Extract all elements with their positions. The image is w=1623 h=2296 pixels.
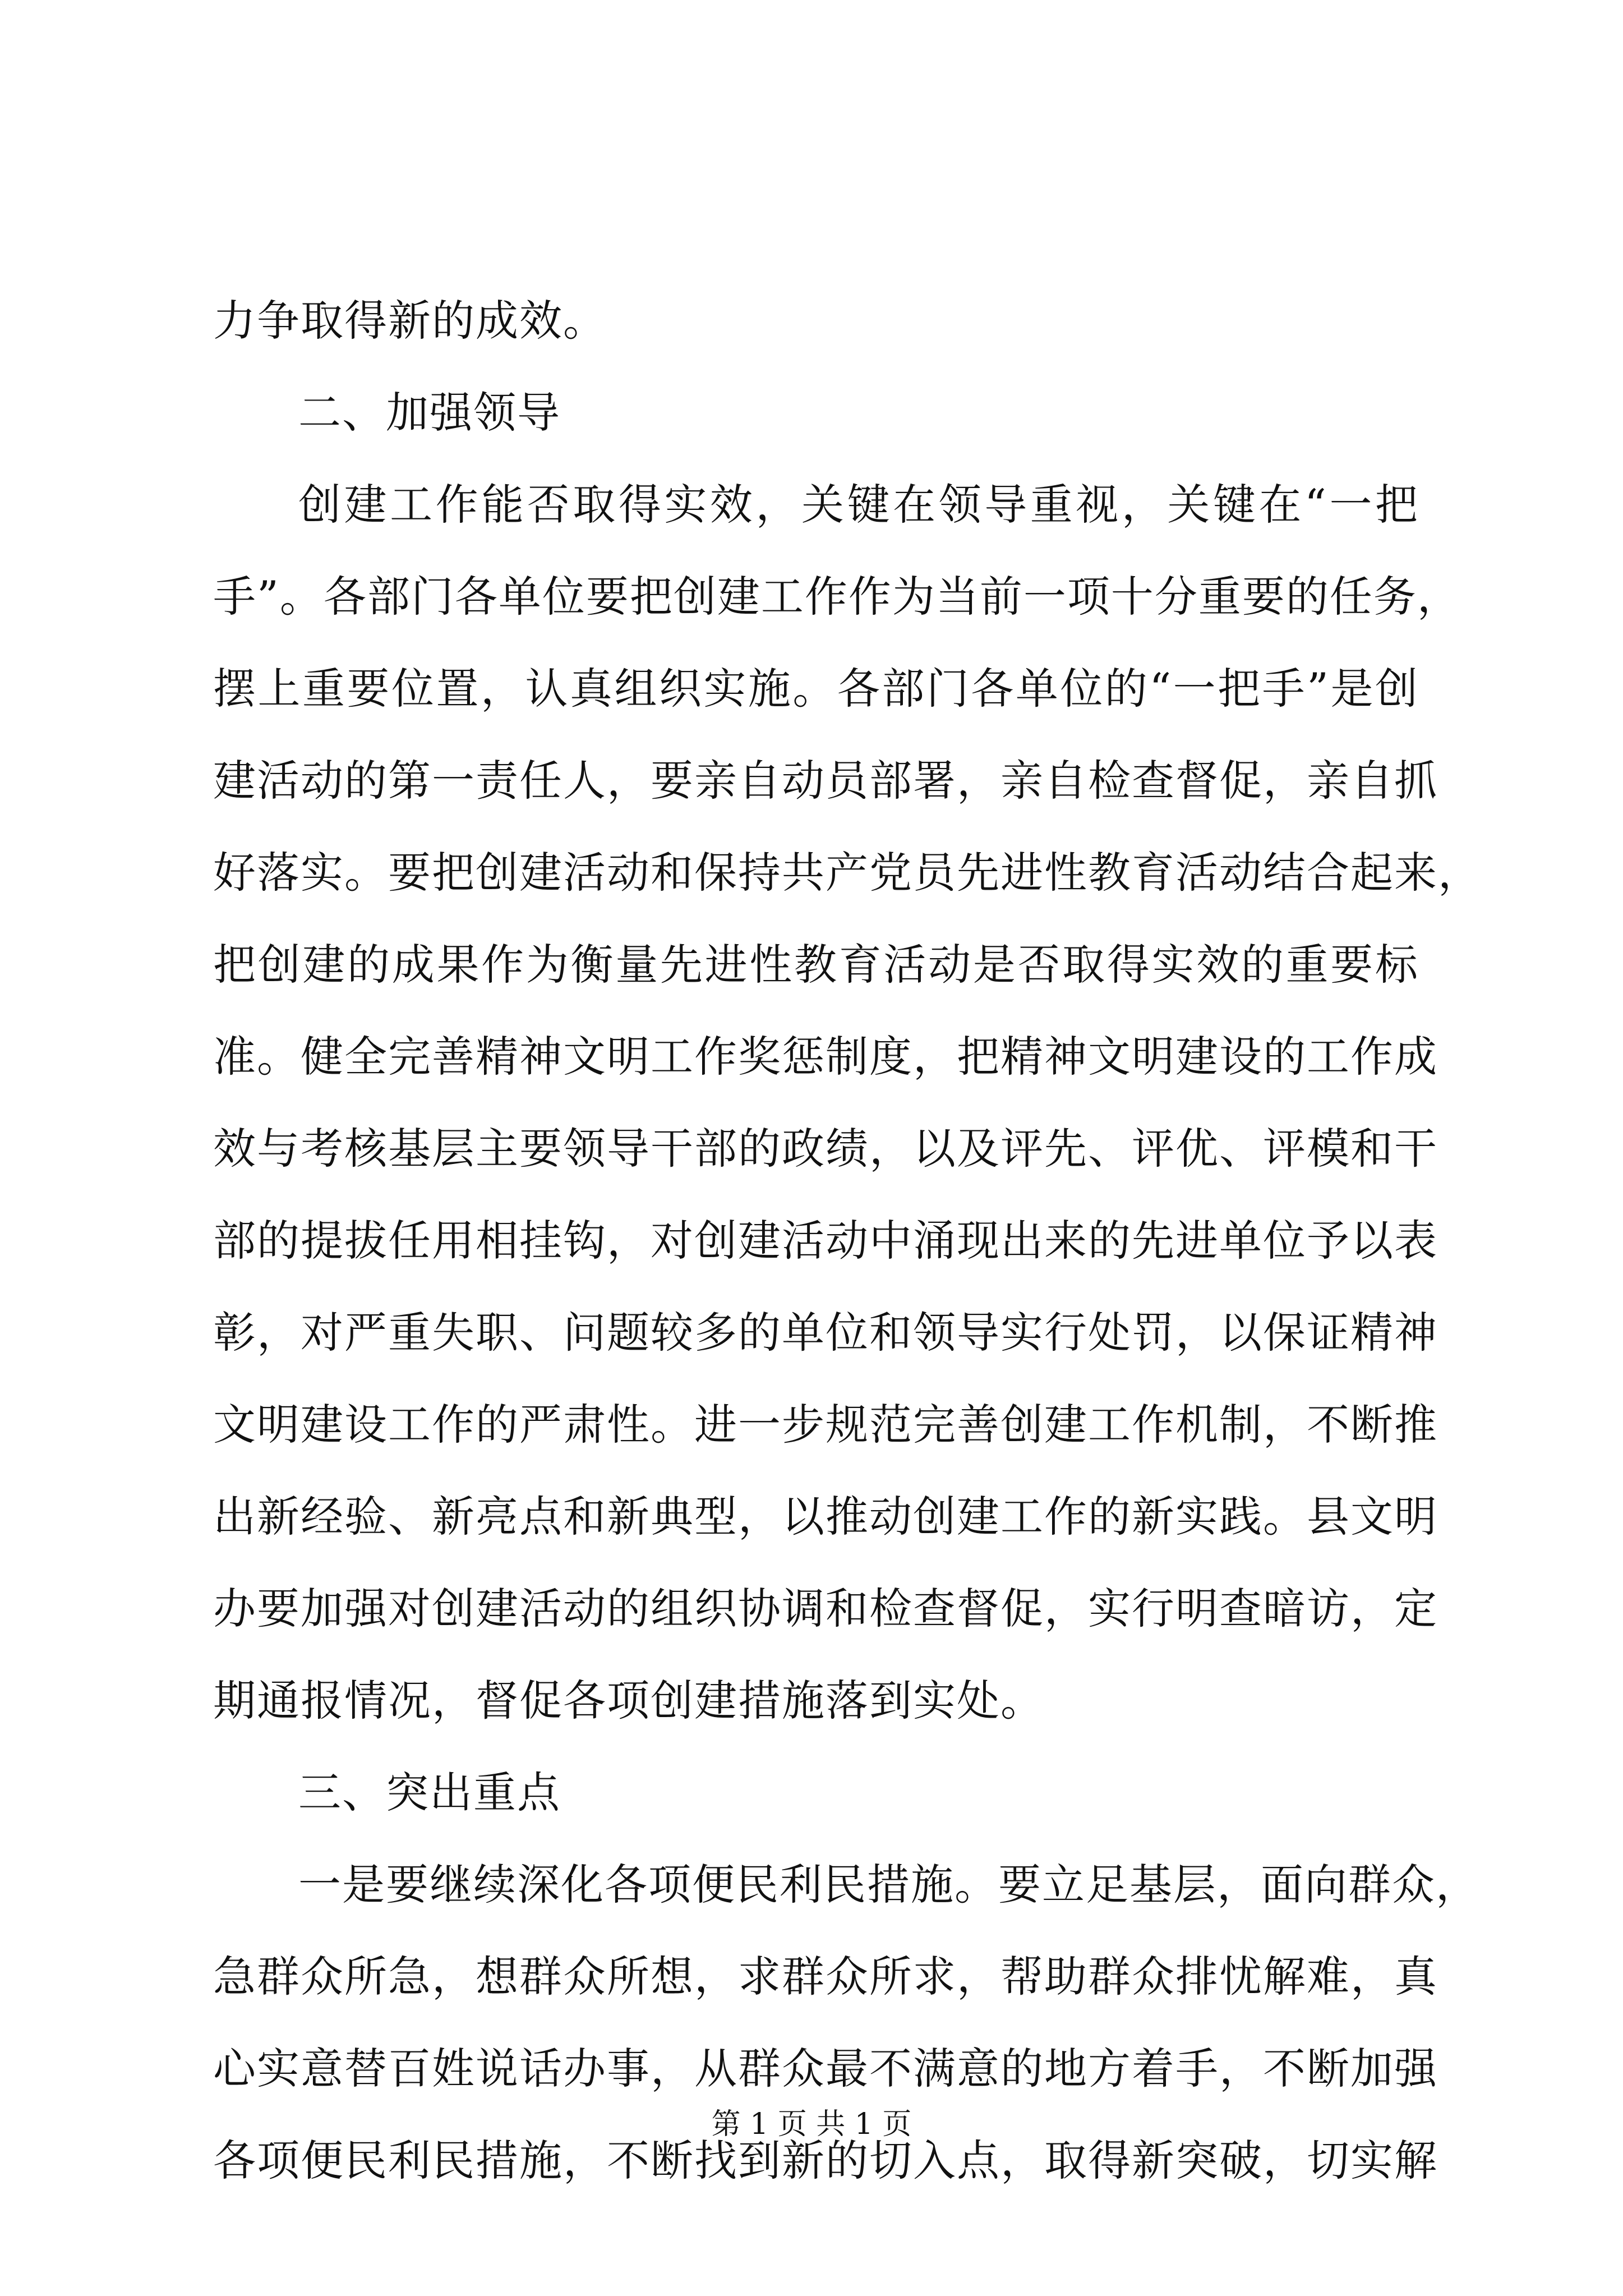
- text-line: 把创建的成果作为衡量先进性教育活动是否取得实效的重要标: [213, 940, 1419, 990]
- section-heading: 二、加强领导: [298, 388, 561, 438]
- text-line: 出新经验、新亮点和新典型，以推动创建工作的新实践。县文明: [213, 1492, 1438, 1542]
- page-number-footer: 第 1 页 共 1 页: [711, 2108, 912, 2141]
- text-line: 部的提拔任用相挂钩，对创建活动中涌现出来的先进单位予以表: [213, 1216, 1438, 1266]
- text-line: 期通报情况，督促各项创建措施落到实处。: [213, 1676, 1044, 1726]
- text-line: 文明建设工作的严肃性。进一步规范完善创建工作机制，不断推: [213, 1400, 1438, 1450]
- text-line: 创建工作能否取得实效，关键在领导重视，关键在“一把: [298, 480, 1419, 530]
- text-line: 办要加强对创建活动的组织协调和检查督促，实行明查暗访，定: [213, 1584, 1438, 1634]
- text-line: 准。健全完善精神文明工作奖惩制度，把精神文明建设的工作成: [213, 1032, 1438, 1082]
- text-line: 急群众所急，想群众所想，求群众所求，帮助群众排忧解难，真: [213, 1952, 1438, 2001]
- text-line: 建活动的第一责任人，要亲自动员部署，亲自检查督促，亲自抓: [213, 756, 1438, 806]
- text-line: 摆上重要位置，认真组织实施。各部门各单位的“一把手”是创: [213, 664, 1419, 714]
- text-line: 一是要继续深化各项便民利民措施。要立足基层，面向群众，: [298, 1860, 1479, 1910]
- text-line: 效与考核基层主要领导干部的政绩，以及评先、评优、评模和干: [213, 1124, 1438, 1174]
- text-line: 力争取得新的成效。: [213, 296, 607, 346]
- document-body: [213, 275, 1482, 2207]
- text-line: 心实意替百姓说话办事，从群众最不满意的地方着手，不断加强: [213, 2044, 1438, 2093]
- text-line: 各项便民利民措施，不断找到新的切入点，取得新突破，切实解: [213, 2136, 1438, 2185]
- text-line: 好落实。要把创建活动和保持共产党员先进性教育活动结合起来，: [213, 848, 1482, 898]
- text-line: 彰，对严重失职、问题较多的单位和领导实行处罚，以保证精神: [213, 1308, 1438, 1358]
- section-heading: 三、突出重点: [298, 1768, 561, 1818]
- text-line: 手”。各部门各单位要把创建工作作为当前一项十分重要的任务，: [213, 572, 1461, 622]
